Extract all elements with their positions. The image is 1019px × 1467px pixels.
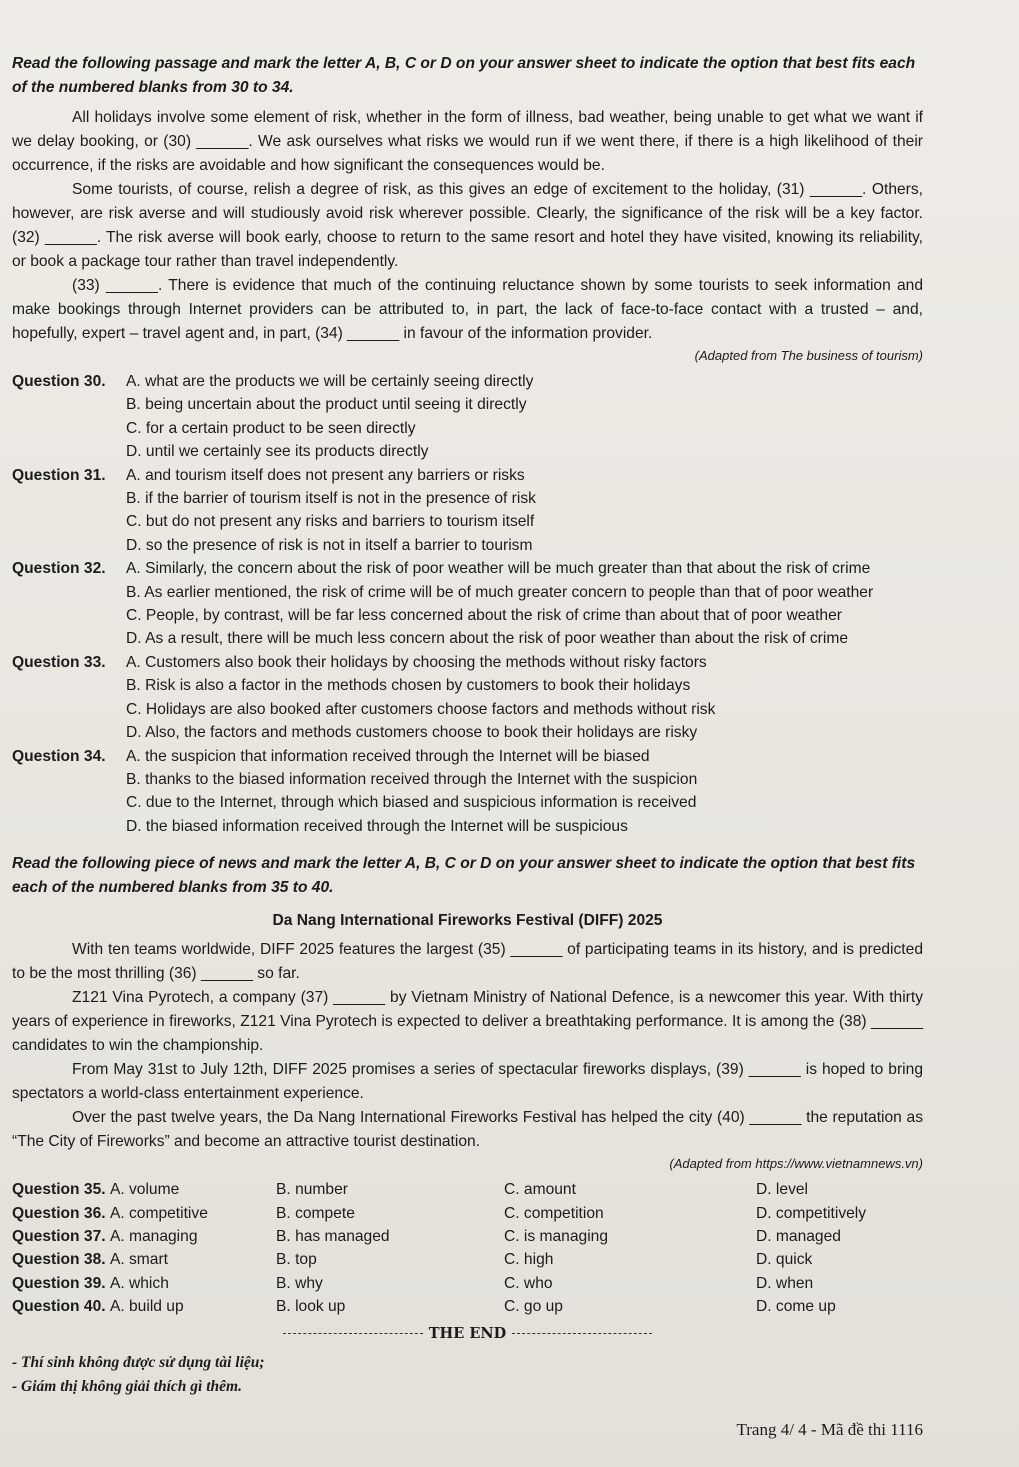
- q35-b: B. number: [276, 1181, 348, 1199]
- q38-b: B. top: [276, 1251, 317, 1269]
- option-b: B. Risk is also a factor in the methods chosen by customers to book their holidays: [126, 677, 691, 695]
- question-number: Question 32.: [12, 560, 106, 578]
- news-paragraph-4: Over the past twelve years, the Da Nang International Fireworks Festival has helped the city (40) ______ the reputation as “The City of Fireworks” and become an attractive tourist destination.: [12, 1109, 923, 1151]
- option-a: A. what are the products we will be certainly seeing directly: [126, 373, 534, 390]
- q36-c: C. competition: [504, 1204, 604, 1222]
- q39-c: C. who: [504, 1274, 553, 1292]
- end-rule-right: [512, 1333, 652, 1334]
- question-number: Question 31.: [12, 466, 106, 484]
- question-number: Question 30.: [12, 373, 106, 390]
- q40-a: Question 40. A. build up: [12, 1298, 184, 1316]
- option-d: D. the biased information received through the Internet will be suspicious: [126, 817, 628, 835]
- option-a: A. Similarly, the concern about the risk of poor weather will be much greater than that about the risk of crime: [126, 560, 871, 578]
- end-rule-left: [283, 1333, 423, 1334]
- news-paragraph-1: With ten teams worldwide, DIFF 2025 features the largest (35) ______ of participating teams in its history, and is predicted to be the most thrilling (36) ______ so far.: [12, 941, 923, 983]
- option-c: C. for a certain product to be seen directly: [126, 419, 416, 437]
- news-paragraph-2: Z121 Vina Pyrotech, a company (37) ______ by Vietnam Ministry of National Defence, is a newcomer this year. With thirty years of experience in fireworks, Z121 Vina Pyrotech is expected to deliver a breathtaking performance. It is among the (38) ______ candidates to win the championship.: [12, 989, 923, 1055]
- end-text: THE END: [428, 1324, 507, 1342]
- q37-b: B. has managed: [276, 1227, 390, 1245]
- news-paragraph-3: From May 31st to July 12th, DIFF 2025 promises a series of spectacular fireworks displays, (39) ______ is hoped to bring spectators a world-class entertainment experience.: [12, 1061, 923, 1103]
- option-c: C. due to the Internet, through which biased and suspicious information is received: [126, 794, 697, 812]
- option-a: A. and tourism itself does not present any barriers or risks: [126, 466, 525, 484]
- option-c: C. but do not present any risks and barriers to tourism itself: [126, 513, 535, 531]
- answer-grid: [12, 1178, 923, 1318]
- q39-a: Question 39. A. which: [12, 1274, 169, 1292]
- news-title: Da Nang International Fireworks Festival (DIFF) 2025: [272, 912, 663, 930]
- q39-b: B. why: [276, 1274, 323, 1292]
- option-b: B. if the barrier of tourism itself is not in the presence of risk: [126, 490, 536, 508]
- option-c: C. Holidays are also booked after customers choose factors and methods without risk: [126, 700, 716, 718]
- q36-b: B. compete: [276, 1204, 355, 1222]
- q37-c: C. is managing: [504, 1227, 609, 1245]
- note-no-materials: - Thí sinh không được sử dụng tài liệu;: [12, 1353, 265, 1371]
- q36-a: Question 36. A. competitive: [12, 1204, 208, 1222]
- note-no-explanation: - Giám thị không giải thích gì thêm.: [12, 1377, 242, 1395]
- passage-paragraph-2: Some tourists, of course, relish a degree of risk, as this gives an edge of excitement to the holiday, (31) ______. Others, however, are risk averse and will studiously avoid risk wherever possible. Clearly, the significance of the risk will be a key factor. (32) ______. The risk averse will book early, choose to return to the same resort and hotel they have visited, knowing its reliability, or book a package tour rather than travel independently.: [12, 181, 923, 270]
- question-34: [12, 745, 923, 839]
- question-30: [12, 370, 923, 464]
- passage-source: (Adapted from The business of tourism): [694, 348, 923, 363]
- option-d: D. so the presence of risk is not in itself a barrier to tourism: [126, 536, 533, 554]
- end-marker: [12, 1323, 923, 1345]
- passage-paragraph-1: All holidays involve some element of risk, whether in the form of illness, bad weather, being unable to get what we want if we delay booking, or (30) ______. We ask ourselves what risks we would run if we went there, if there is a high likelihood of their occurrence, if the risks are avoidable and how significant the consequences would be.: [12, 109, 923, 174]
- option-d: D. until we certainly see its products directly: [126, 443, 429, 461]
- q36-d: D. competitively: [756, 1204, 867, 1222]
- page-footer: Trang 4/ 4 - Mã đề thi 1116: [736, 1420, 923, 1439]
- section1-instruction: Read the following passage and mark the letter A, B, C or D on your answer sheet to indicate the option that best fits each of the numbered blanks from 30 to 34.: [12, 55, 916, 96]
- q40-d: D. come up: [756, 1298, 836, 1316]
- option-d: D. Also, the factors and methods customers choose to book their holidays are risky: [126, 724, 698, 742]
- q40-b: B. look up: [276, 1298, 346, 1316]
- q37-a: Question 37. A. managing: [12, 1227, 198, 1245]
- passage-paragraph-3: (33) ______. There is evidence that much of the continuing reluctance shown by some tourists to seek information and make bookings through Internet providers can be attributed to, in part, the lack of face-to-face contact with a trusted – and, hopefully, expert – travel agent and, in part, (34) ______ in favour of the information provider.: [12, 277, 923, 342]
- q38-a: Question 38. A. smart: [12, 1251, 168, 1269]
- q37-d: D. managed: [756, 1227, 841, 1245]
- section2-instruction: Read the following piece of news and mark the letter A, B, C or D on your answer sheet to indicate the option that best fits each of the numbered blanks from 35 to 40.: [12, 855, 916, 897]
- question-33: [12, 651, 923, 745]
- option-b: B. being uncertain about the product until seeing it directly: [126, 396, 527, 414]
- q35-c: C. amount: [504, 1181, 576, 1199]
- option-b: B. As earlier mentioned, the risk of crime will be of much greater concern to people than that of poor weather: [126, 583, 874, 601]
- question-32: [12, 557, 923, 651]
- news-source: (Adapted from https://www.vietnamnews.vn): [669, 1156, 923, 1172]
- q38-d: D. quick: [756, 1251, 813, 1269]
- question-number: Question 34.: [12, 747, 106, 765]
- q38-c: C. high: [504, 1251, 554, 1269]
- question-number: Question 33.: [12, 653, 106, 671]
- q40-c: C. go up: [504, 1298, 563, 1316]
- option-c: C. People, by contrast, will be far less concerned about the risk of crime than about that of poor weather: [126, 607, 842, 625]
- q35-d: D. level: [756, 1181, 808, 1199]
- option-d: D. As a result, there will be much less concern about the risk of poor weather than about the risk of crime: [126, 630, 848, 648]
- option-b: B. thanks to the biased information received through the Internet with the suspicion: [126, 770, 698, 788]
- question-31: [12, 464, 923, 558]
- q35-a: Question 35. A. volume: [12, 1181, 180, 1199]
- option-a: A. Customers also book their holidays by choosing the methods without risky factors: [126, 653, 707, 671]
- option-a: A. the suspicion that information received through the Internet will be biased: [126, 747, 650, 765]
- q39-d: D. when: [756, 1274, 814, 1292]
